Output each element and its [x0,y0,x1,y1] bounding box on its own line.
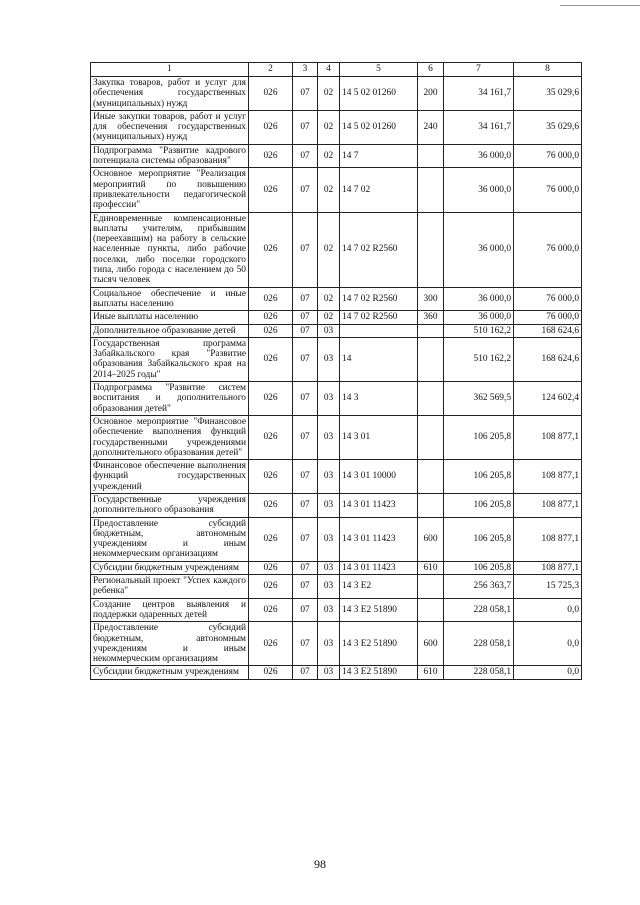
row-name: Иные выплаты населению [91,311,249,324]
cell-subsection: 03 [318,415,340,459]
table-row [91,561,582,574]
budget-table [90,62,582,680]
cell-amount-year-1: 106 205,8 [444,561,514,574]
cell-admin-code: 026 [249,561,293,574]
cell-amount-year-1: 362 569,5 [444,382,514,416]
cell-admin-code: 026 [249,622,293,666]
cell-target-article: 14 3 E2 [340,575,418,599]
column-header-8: 8 [514,63,582,77]
cell-admin-code: 026 [249,517,293,561]
cell-amount-year-1: 36 000,0 [444,212,514,287]
cell-amount-year-1: 510 162,2 [444,324,514,337]
table-row [91,287,582,311]
cell-subsection: 02 [318,144,340,168]
cell-admin-code: 026 [249,460,293,494]
row-name: Государственная программа Забайкальского края "Развитие образования Забайкальского края на 2014–2025 годы" [91,337,249,381]
cell-subsection: 03 [318,493,340,517]
cell-target-article: 14 7 [340,144,418,168]
cell-amount-year-1: 34 161,7 [444,77,514,111]
cell-amount-year-2: 76 000,0 [514,144,582,168]
cell-amount-year-1: 106 205,8 [444,415,514,459]
cell-admin-code: 026 [249,212,293,287]
table-row [91,622,582,666]
row-name: Основное мероприятие "Финансовое обеспечение выполнения функций государственными учреждениями дополнительного образования детей" [91,415,249,459]
cell-amount-year-2: 168 624,6 [514,324,582,337]
cell-expense-type: 600 [418,517,444,561]
cell-amount-year-1: 106 205,8 [444,517,514,561]
cell-expense-type: 300 [418,287,444,311]
cell-amount-year-2: 0,0 [514,622,582,666]
cell-target-article: 14 3 E2 51890 [340,622,418,666]
cell-subsection: 03 [318,598,340,622]
table-row [91,168,582,212]
table-row [91,337,582,381]
cell-amount-year-2: 124 602,4 [514,382,582,416]
cell-amount-year-2: 35 029,6 [514,110,582,144]
column-header-1: 1 [91,63,249,77]
table-row [91,212,582,287]
cell-expense-type: 610 [418,666,444,679]
column-header-5: 5 [340,63,418,77]
column-header-2: 2 [249,63,293,77]
cell-subsection: 02 [318,311,340,324]
page-number: 98 [314,857,326,871]
cell-target-article: 14 3 [340,382,418,416]
cell-amount-year-2: 108 877,1 [514,460,582,494]
cell-amount-year-1: 36 000,0 [444,144,514,168]
cell-amount-year-1: 34 161,7 [444,110,514,144]
cell-subsection: 03 [318,575,340,599]
cell-expense-type: 600 [418,622,444,666]
cell-subsection: 02 [318,110,340,144]
column-header-6: 6 [418,63,444,77]
column-header-7: 7 [444,63,514,77]
table-body [91,77,582,680]
cell-section: 07 [293,287,318,311]
cell-amount-year-1: 36 000,0 [444,311,514,324]
cell-target-article: 14 5 02 01260 [340,110,418,144]
cell-amount-year-1: 36 000,0 [444,287,514,311]
row-name: Закупка товаров, работ и услуг для обеспечения государственных (муниципальных) нужд [91,77,249,111]
row-name: Субсидии бюджетным учреждениям [91,666,249,679]
cell-amount-year-1: 228 058,1 [444,666,514,679]
row-name: Социальное обеспечение и иные выплаты населению [91,287,249,311]
cell-section: 07 [293,517,318,561]
cell-admin-code: 026 [249,168,293,212]
cell-expense-type: 610 [418,561,444,574]
cell-expense-type [418,460,444,494]
table-row [91,77,582,111]
row-name: Создание центров выявления и поддержки одаренных детей [91,598,249,622]
cell-section: 07 [293,622,318,666]
cell-section: 07 [293,575,318,599]
table-row [91,415,582,459]
cell-amount-year-2: 76 000,0 [514,168,582,212]
cell-section: 07 [293,337,318,381]
table-row [91,382,582,416]
table-row [91,460,582,494]
cell-admin-code: 026 [249,324,293,337]
row-name: Подпрограмма "Развитие кадрового потенциала системы образования" [91,144,249,168]
cell-amount-year-2: 0,0 [514,666,582,679]
cell-subsection: 02 [318,77,340,111]
table-row [91,110,582,144]
cell-subsection: 03 [318,622,340,666]
cell-amount-year-1: 106 205,8 [444,460,514,494]
cell-target-article: 14 7 02 R2560 [340,311,418,324]
table-row [91,598,582,622]
cell-subsection: 03 [318,517,340,561]
cell-amount-year-2: 76 000,0 [514,212,582,287]
cell-admin-code: 026 [249,666,293,679]
cell-expense-type [418,144,444,168]
table-row [91,493,582,517]
cell-section: 07 [293,110,318,144]
cell-amount-year-2: 108 877,1 [514,517,582,561]
cell-target-article: 14 3 01 11423 [340,561,418,574]
cell-subsection: 03 [318,337,340,381]
table-row [91,311,582,324]
row-name: Финансовое обеспечение выполнения функций государственных учреждений [91,460,249,494]
row-name: Государственные учреждения дополнительного образования [91,493,249,517]
cell-target-article: 14 [340,337,418,381]
cell-section: 07 [293,311,318,324]
cell-target-article [340,324,418,337]
cell-amount-year-1: 256 363,7 [444,575,514,599]
cell-target-article: 14 3 E2 51890 [340,666,418,679]
table-row [91,666,582,679]
cell-expense-type [418,598,444,622]
table-header-row [91,63,582,77]
cell-section: 07 [293,77,318,111]
cell-amount-year-1: 228 058,1 [444,622,514,666]
top-edge-line [560,5,640,6]
cell-amount-year-2: 108 877,1 [514,561,582,574]
cell-target-article: 14 3 01 11423 [340,493,418,517]
cell-amount-year-2: 108 877,1 [514,493,582,517]
cell-admin-code: 026 [249,144,293,168]
cell-target-article: 14 3 E2 51890 [340,598,418,622]
cell-amount-year-1: 510 162,2 [444,337,514,381]
cell-section: 07 [293,144,318,168]
row-name: Предоставление субсидий бюджетным, автономным учреждениям и иным некоммерческим организациям [91,622,249,666]
cell-amount-year-2: 76 000,0 [514,287,582,311]
cell-expense-type [418,212,444,287]
cell-amount-year-1: 36 000,0 [444,168,514,212]
cell-expense-type [418,382,444,416]
cell-admin-code: 026 [249,110,293,144]
cell-section: 07 [293,415,318,459]
cell-section: 07 [293,598,318,622]
cell-expense-type [418,168,444,212]
cell-target-article: 14 3 01 [340,415,418,459]
cell-admin-code: 026 [249,415,293,459]
cell-admin-code: 026 [249,598,293,622]
cell-subsection: 03 [318,460,340,494]
cell-section: 07 [293,561,318,574]
cell-subsection: 03 [318,561,340,574]
table-row [91,575,582,599]
cell-target-article: 14 3 01 11423 [340,517,418,561]
cell-expense-type [418,493,444,517]
cell-section: 07 [293,168,318,212]
row-name: Иные закупки товаров, работ и услуг для обеспечения государственных (муниципальных) нужд [91,110,249,144]
cell-admin-code: 026 [249,493,293,517]
cell-amount-year-2: 76 000,0 [514,311,582,324]
row-name: Подпрограмма "Развитие систем воспитания и дополнительного образования детей" [91,382,249,416]
cell-amount-year-2: 168 624,6 [514,337,582,381]
cell-section: 07 [293,460,318,494]
cell-admin-code: 026 [249,287,293,311]
column-header-4: 4 [318,63,340,77]
cell-admin-code: 026 [249,337,293,381]
cell-admin-code: 026 [249,77,293,111]
cell-admin-code: 026 [249,382,293,416]
row-name: Дополнительное образование детей [91,324,249,337]
cell-expense-type [418,337,444,381]
row-name: Субсидии бюджетным учреждениям [91,561,249,574]
cell-subsection: 02 [318,168,340,212]
cell-subsection: 03 [318,324,340,337]
cell-section: 07 [293,324,318,337]
cell-section: 07 [293,666,318,679]
cell-amount-year-2: 108 877,1 [514,415,582,459]
cell-amount-year-1: 106 205,8 [444,493,514,517]
table-row [91,144,582,168]
row-name: Региональный проект "Успех каждого ребенка" [91,575,249,599]
cell-subsection: 03 [318,382,340,416]
cell-amount-year-2: 0,0 [514,598,582,622]
cell-target-article: 14 7 02 R2560 [340,212,418,287]
cell-target-article: 14 7 02 [340,168,418,212]
table-row [91,517,582,561]
row-name: Предоставление субсидий бюджетным, автономным учреждениям и иным некоммерческим организациям [91,517,249,561]
cell-subsection: 02 [318,212,340,287]
cell-amount-year-1: 228 058,1 [444,598,514,622]
row-name: Единовременные компенсационные выплаты учителям, прибывшим (переехавшим) на работу в сельские населенные пункты, либо рабочие поселки, либо поселки городского типа, либо города с населением до 50 тысяч человек [91,212,249,287]
cell-admin-code: 026 [249,575,293,599]
table-row [91,324,582,337]
cell-target-article: 14 5 02 01260 [340,77,418,111]
cell-expense-type: 240 [418,110,444,144]
cell-expense-type: 200 [418,77,444,111]
cell-amount-year-2: 15 725,3 [514,575,582,599]
cell-section: 07 [293,382,318,416]
cell-admin-code: 026 [249,311,293,324]
cell-expense-type [418,324,444,337]
cell-section: 07 [293,212,318,287]
cell-subsection: 02 [318,287,340,311]
column-header-3: 3 [293,63,318,77]
cell-section: 07 [293,493,318,517]
cell-expense-type [418,415,444,459]
cell-target-article: 14 7 02 R2560 [340,287,418,311]
cell-target-article: 14 3 01 10000 [340,460,418,494]
row-name: Основное мероприятие "Реализация мероприятий по повышению привлекательности педагогической профессии" [91,168,249,212]
cell-subsection: 03 [318,666,340,679]
cell-expense-type: 360 [418,311,444,324]
cell-amount-year-2: 35 029,6 [514,77,582,111]
cell-expense-type [418,575,444,599]
